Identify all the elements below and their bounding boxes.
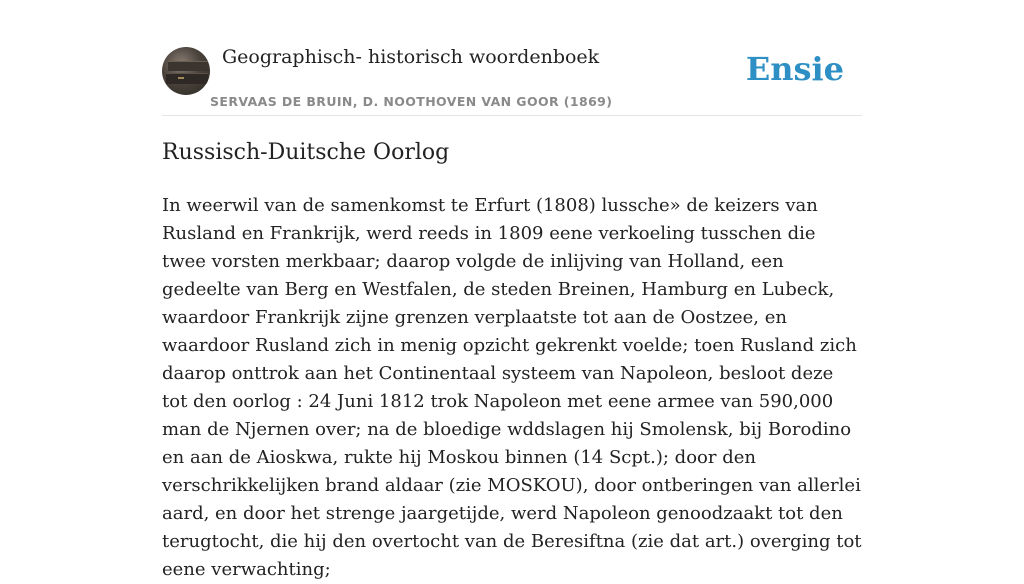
article-body: In weerwil van de samenkomst te Erfurt (1808) lussche» de keizers van Rusland en Frankrijk, werd reeds in 1809 eene verkoeling tusschen die twee vorsten merkbaar; daarop volgde de inlijving van Holland, een gedeelte van Berg en Westfalen, de steden Breinen, Hamburg en Lubeck, waardoor Frankrijk zijne grenzen verplaatste tot aan de Oostzee, en waardoor Rusland zich in menig opzicht gekrenkt voelde; toen Rusland zich daarop onttrok aan het Continentaal systeem van Napoleon, besloot deze tot den oorlog : 24 Juni 1812 trok Napoleon met eene armee van 590,000 man de Njernen over; na de bloedige wddslagen hij Smolensk, bij Borodino en aan de Aioskwa, rukte hij Moskou binnen (14 Scpt.); door den verschrikkelijken brand aldaar (zie MOSKOU), door ontberingen van allerlei aard, en door het strenge jaargetijde, werd Napoleon genoodzaakt tot den terugtocht, die hij den overtocht van de Beresiftna (zie dat art.) overging tot eene verwachting; [162,195,862,580]
book-header [162,40,862,116]
book-authors-year: SERVAAS DE BRUIN, D. NOOTHOVEN VAN GOOR (1869) [210,94,613,109]
ensie-logo[interactable]: Ensie [745,50,844,88]
book-title[interactable]: Geographisch- historisch woordenboek [222,46,600,68]
book-cover-avatar[interactable] [162,47,210,95]
article-title: Russisch-Duitsche Oorlog [162,140,450,165]
